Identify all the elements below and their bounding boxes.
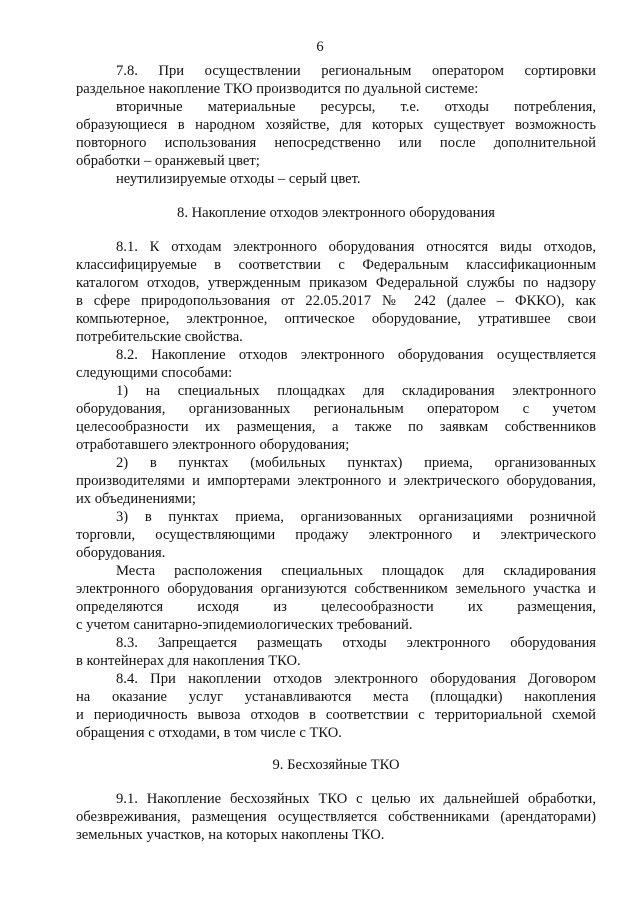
text-line: производителями и импортерами электронного и электрического оборудования, — [76, 473, 596, 489]
text-line: торговли, осуществляющими продажу электронного и электрического — [76, 527, 596, 543]
text-line: 7.8. При осуществлении региональным оператором сортировки — [116, 63, 596, 79]
text-line: образующиеся в народном хозяйстве, для которых существует возможность — [76, 117, 596, 133]
text-line: в контейнерах для накопления ТКО. — [76, 653, 301, 669]
text-line: 8.2. Накопление отходов электронного оборудования осуществляется — [116, 347, 596, 363]
text-line: 9.1. Накопление бесхозяйных ТКО с целью их дальнейшей обработки, — [116, 791, 596, 807]
text-line: 8.4. При накоплении отходов электронного оборудования Договором — [116, 671, 596, 687]
text-line: обезвреживания, размещения осуществляется собственниками (арендаторами) — [76, 809, 596, 825]
section-heading: 9. Бесхозяйные ТКО — [272, 757, 400, 773]
text-line: каталогом отходов, утвержденным приказом Федеральной службы по надзору — [76, 275, 596, 291]
text-line: на оказание услуг устанавливаются места (площадки) накопления — [76, 689, 596, 705]
text-line: 1) на специальных площадках для складирования электронного — [116, 383, 596, 399]
text-line: повторного использования непосредственно или после дополнительной — [76, 135, 596, 151]
text-line: обработки – оранжевый цвет; — [76, 153, 260, 169]
text-line: отработавшего электронного оборудования; — [76, 437, 350, 453]
text-line: электронного оборудования организуются собственником земельного участка и — [76, 581, 596, 597]
text-line: потребительские свойства. — [76, 329, 243, 345]
text-line: обращения с отходами, в том числе с ТКО. — [76, 725, 342, 741]
text-line: компьютерное, электронное, оптическое оборудование, утратившее свои — [76, 311, 596, 327]
text-line: раздельное накопление ТКО производится по дуальной системе: — [76, 81, 479, 97]
section-heading: 8. Накопление отходов электронного оборудования — [177, 205, 495, 221]
text-line: 8.1. К отходам электронного оборудования относятся виды отходов, — [116, 239, 596, 255]
text-line: целесообразности их размещения, а также по заявкам собственников — [76, 419, 596, 435]
text-line: неутилизируемые отходы – серый цвет. — [116, 171, 361, 187]
text-line: Места расположения специальных площадок для складирования — [116, 563, 596, 579]
text-line: земельных участков, на которых накоплены ТКО. — [76, 827, 385, 843]
page-number: 6 — [316, 39, 324, 55]
text-line: и периодичность вывоза отходов в соответствии с территориальной схемой — [76, 707, 596, 723]
text-line: 8.3. Запрещается размещать отходы электронного оборудования — [116, 635, 596, 651]
text-line: определяются исходя из целесообразности их размещения, — [76, 599, 596, 615]
text-line: 2) в пунктах (мобильных пунктах) приема, организованных — [116, 455, 596, 471]
text-line: оборудования, организованных региональным оператором с учетом — [76, 401, 596, 417]
text-line: следующими способами: — [76, 365, 233, 381]
text-line: классифицируемые в соответствии с Федеральным классификационным — [76, 257, 596, 273]
text-line: 3) в пунктах приема, организованных организациями розничной — [116, 509, 596, 525]
text-line: с учетом санитарно-эпидемиологических требований. — [76, 617, 413, 633]
text-line: вторичные материальные ресурсы, т.е. отходы потребления, — [116, 99, 596, 115]
text-line: их объединениями; — [76, 491, 196, 507]
text-line: в сфере природопользования от 22.05.2017 № 242 (далее – ФККО), как — [76, 293, 596, 309]
text-line: оборудования. — [76, 545, 166, 561]
